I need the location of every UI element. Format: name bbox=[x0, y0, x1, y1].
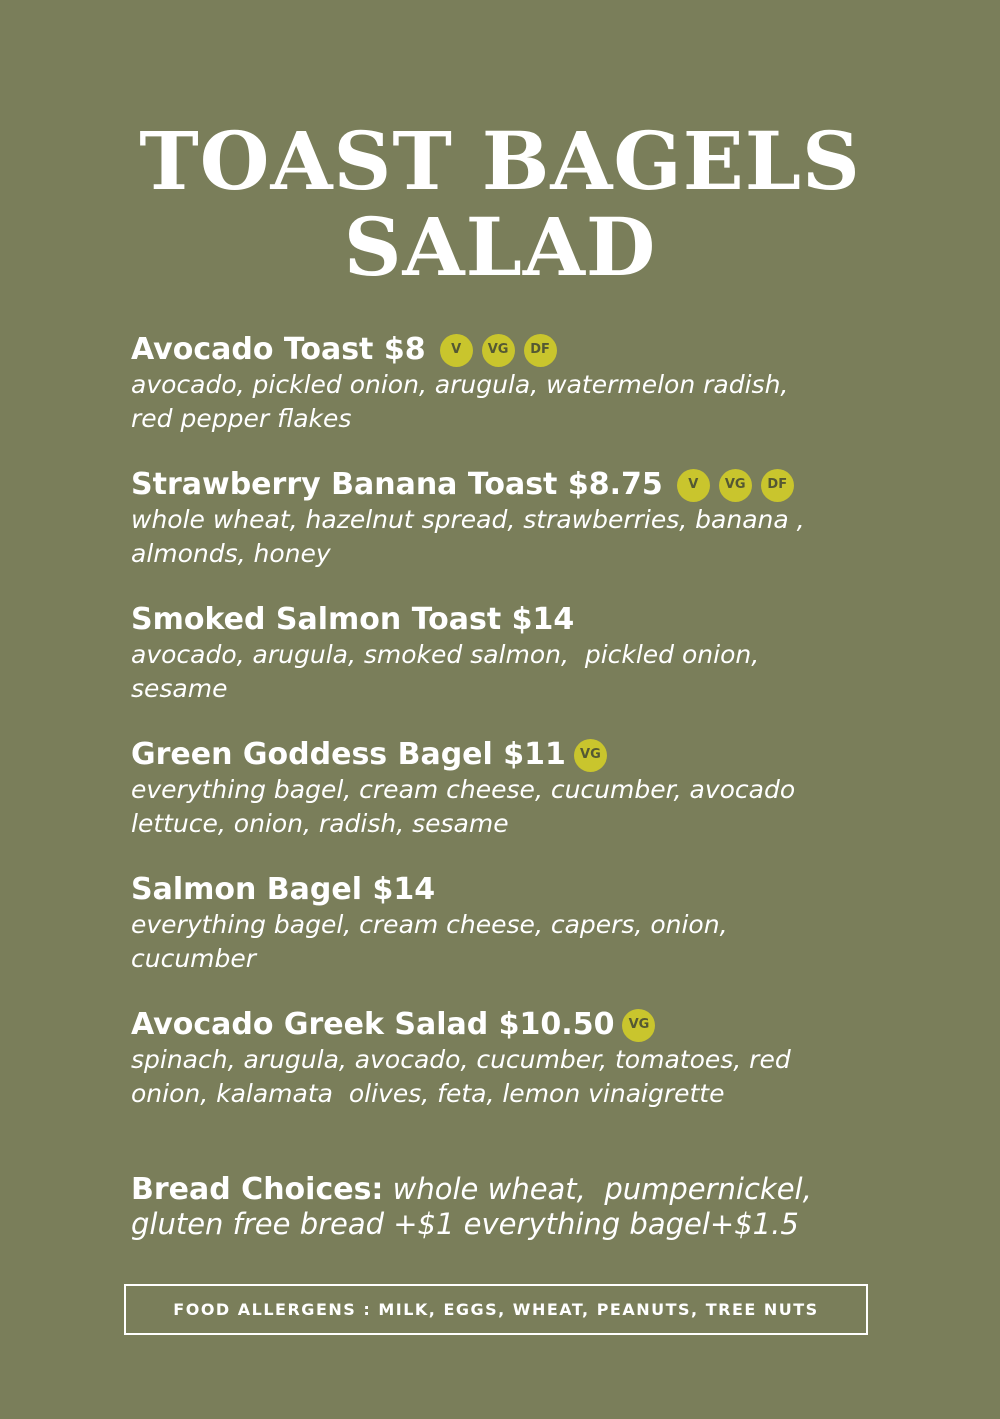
vegan-badge: VG bbox=[622, 1009, 655, 1042]
menu-item-description: everything bagel, cream cheese, cucumber, avocado lettuce, onion, radish, sesame bbox=[131, 775, 796, 838]
menu-item-green-goddess-bagel bbox=[131, 737, 931, 841]
menu-item-description: avocado, arugula, smoked salmon, pickled onion, sesame bbox=[131, 640, 760, 703]
menu-item-description: everything bagel, cream cheese, capers, onion, cucumber bbox=[131, 910, 728, 973]
menu-list bbox=[131, 332, 931, 1111]
dietary-badges bbox=[677, 469, 803, 502]
menu-item-name: Green Goddess Bagel $11 bbox=[131, 737, 566, 772]
vegetarian-badge: V bbox=[677, 469, 710, 502]
menu-title-line-1: TOAST BAGELS bbox=[139, 114, 861, 208]
menu-title-line-2: SALAD bbox=[343, 200, 657, 294]
menu-item-name: Salmon Bagel $14 bbox=[131, 872, 436, 907]
menu-item-description: spinach, arugula, avocado, cucumber, tomatoes, red onion, kalamata olives, feta, lemon vinaigrette bbox=[131, 1045, 791, 1108]
menu-item-name: Strawberry Banana Toast $8.75 bbox=[131, 467, 663, 502]
menu-item-name: Avocado Greek Salad $10.50 bbox=[131, 1007, 615, 1042]
vegan-badge: VG bbox=[574, 739, 607, 772]
dairy-free-badge: DF bbox=[524, 334, 557, 367]
allergens-notice: FOOD ALLERGENS : MILK, EGGS, WHEAT, PEANUTS, TREE NUTS bbox=[173, 1300, 819, 1319]
bread-choices-text: whole wheat, pumpernickel, gluten free bread +$1 everything bagel+$1.5 bbox=[131, 1172, 812, 1241]
vegan-badge: VG bbox=[482, 334, 515, 367]
menu-title bbox=[0, 114, 1000, 294]
menu-item-smoked-salmon-toast bbox=[131, 602, 931, 706]
allergens-notice-box bbox=[124, 1284, 868, 1335]
dietary-badges bbox=[574, 739, 616, 772]
menu-item-salmon-bagel bbox=[131, 872, 931, 976]
dietary-badges bbox=[622, 1009, 664, 1042]
menu-item-name: Avocado Toast $8 bbox=[131, 332, 426, 367]
menu-item-name: Smoked Salmon Toast $14 bbox=[131, 602, 575, 637]
bread-choices bbox=[131, 1172, 951, 1242]
bread-choices-label: Bread Choices: bbox=[131, 1172, 384, 1207]
menu-item-description: avocado, pickled onion, arugula, watermelon radish, red pepper flakes bbox=[131, 370, 789, 433]
vegan-badge: VG bbox=[719, 469, 752, 502]
menu-item-description: whole wheat, hazelnut spread, strawberries, banana , almonds, honey bbox=[131, 505, 805, 568]
dietary-badges bbox=[440, 334, 566, 367]
vegetarian-badge: V bbox=[440, 334, 473, 367]
menu-item-avocado-toast bbox=[131, 332, 931, 436]
menu-item-strawberry-banana-toast bbox=[131, 467, 931, 571]
dairy-free-badge: DF bbox=[761, 469, 794, 502]
menu-item-avocado-greek-salad bbox=[131, 1007, 931, 1111]
